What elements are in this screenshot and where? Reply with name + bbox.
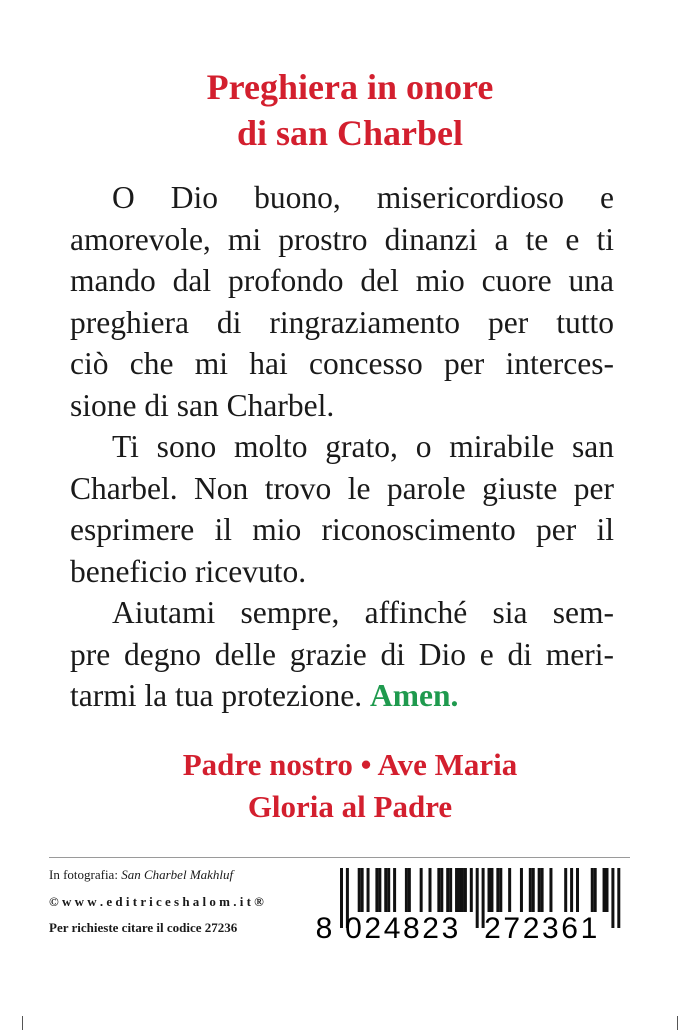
barcode-bar (549, 868, 552, 912)
barcode-bar (490, 868, 493, 912)
barcode-bar (576, 868, 579, 912)
prayer-title (0, 64, 700, 156)
barcode-bar (437, 868, 440, 912)
prayer-body (70, 177, 614, 717)
text-line: O Dio buono, misericordioso e (112, 180, 614, 215)
website-text: © w w w . e d i t r i c e s h a l o m . i t ® (49, 894, 264, 909)
text-line: sione di san Charbel. (70, 387, 335, 423)
barcode-bar (446, 868, 449, 912)
barcode-bar (367, 868, 370, 912)
barcode-guard-bar (340, 868, 343, 928)
barcode-bar (449, 868, 452, 912)
barcode-bar (461, 868, 464, 912)
barcode-bar (532, 868, 535, 912)
barcode-bar (420, 868, 423, 912)
barcode-bar (455, 868, 458, 912)
barcode-bar (405, 868, 408, 912)
barcode-bar (594, 868, 597, 912)
photo-subject: San Charbel Makhluf (121, 867, 234, 882)
barcode-bar (508, 868, 511, 912)
closing-line-2: Gloria al Padre (247, 789, 453, 824)
footer-divider (49, 857, 630, 858)
barcode-bar (429, 868, 432, 912)
barcode-bar (387, 868, 390, 912)
barcode-bar (496, 868, 499, 912)
barcode-bar (408, 868, 411, 912)
text-line: preghiera di ringraziamento per tutto (70, 304, 614, 340)
closing-prayers (0, 744, 700, 828)
photo-credit (49, 866, 233, 884)
barcode-guard-bar (611, 868, 614, 928)
barcode-bar (440, 868, 443, 912)
crop-mark-right (677, 1016, 678, 1030)
title-line-1: Preghiera in onore (206, 67, 494, 107)
barcode-bar (458, 868, 461, 912)
barcode-bar (591, 868, 594, 912)
barcode-bar (361, 868, 364, 912)
barcode-bar (541, 868, 544, 912)
barcode-bar (570, 868, 573, 912)
barcode-bar (529, 868, 532, 912)
barcode-digits-right: 272361 (484, 912, 600, 940)
crop-mark-left (22, 1016, 23, 1030)
text-segment: tarmi la tua protezione. (70, 678, 363, 713)
title-line-2: di san Charbel (236, 113, 464, 153)
barcode-bar (470, 868, 473, 912)
closing-line-1: Padre nostro • Ave Maria (182, 747, 518, 782)
text-line: amorevole, mi prostro dinanzi a te e ti (70, 221, 614, 257)
barcode-bar (464, 868, 467, 912)
barcode-bar (499, 868, 502, 912)
text-line: ciò che mi hai concesso per interces- (70, 346, 614, 381)
request-code-text: Per richieste citare il codice 27236 (49, 920, 238, 935)
text-line-final (70, 675, 614, 717)
barcode-bar (603, 868, 606, 912)
text-line: Charbel. Non trovo le parole giuste per (70, 470, 614, 506)
barcode-bar (606, 868, 609, 912)
barcode-bar (488, 868, 491, 912)
text-line: mando dal profondo del mio cuore una (70, 263, 614, 298)
text-line: Ti sono molto grato, o mirabile san (112, 429, 614, 464)
barcode-bar (358, 868, 361, 912)
photo-label: In fotografia: (49, 867, 118, 882)
barcode-digits-left: 024823 (345, 912, 461, 940)
barcode-bar (384, 868, 387, 912)
text-line: beneficio ricevuto. (70, 553, 307, 589)
barcode-bar (393, 868, 396, 912)
barcode-bar (375, 868, 378, 912)
barcode-bar (538, 868, 541, 912)
barcode (312, 866, 627, 940)
barcode-bar (378, 868, 381, 912)
barcode-guard-bar (617, 868, 620, 928)
barcode-guard-bar (476, 868, 479, 928)
barcode-bar (564, 868, 567, 912)
text-line: Aiutami sempre, affinché sia sem- (112, 595, 614, 630)
barcode-digit-first: 8 (315, 912, 333, 940)
amen-text: Amen. (370, 678, 459, 713)
text-line: esprimere il mio riconoscimento per il (70, 512, 614, 547)
text-line: pre degno delle grazie di Dio e di meri- (70, 636, 614, 672)
barcode-bar (520, 868, 523, 912)
